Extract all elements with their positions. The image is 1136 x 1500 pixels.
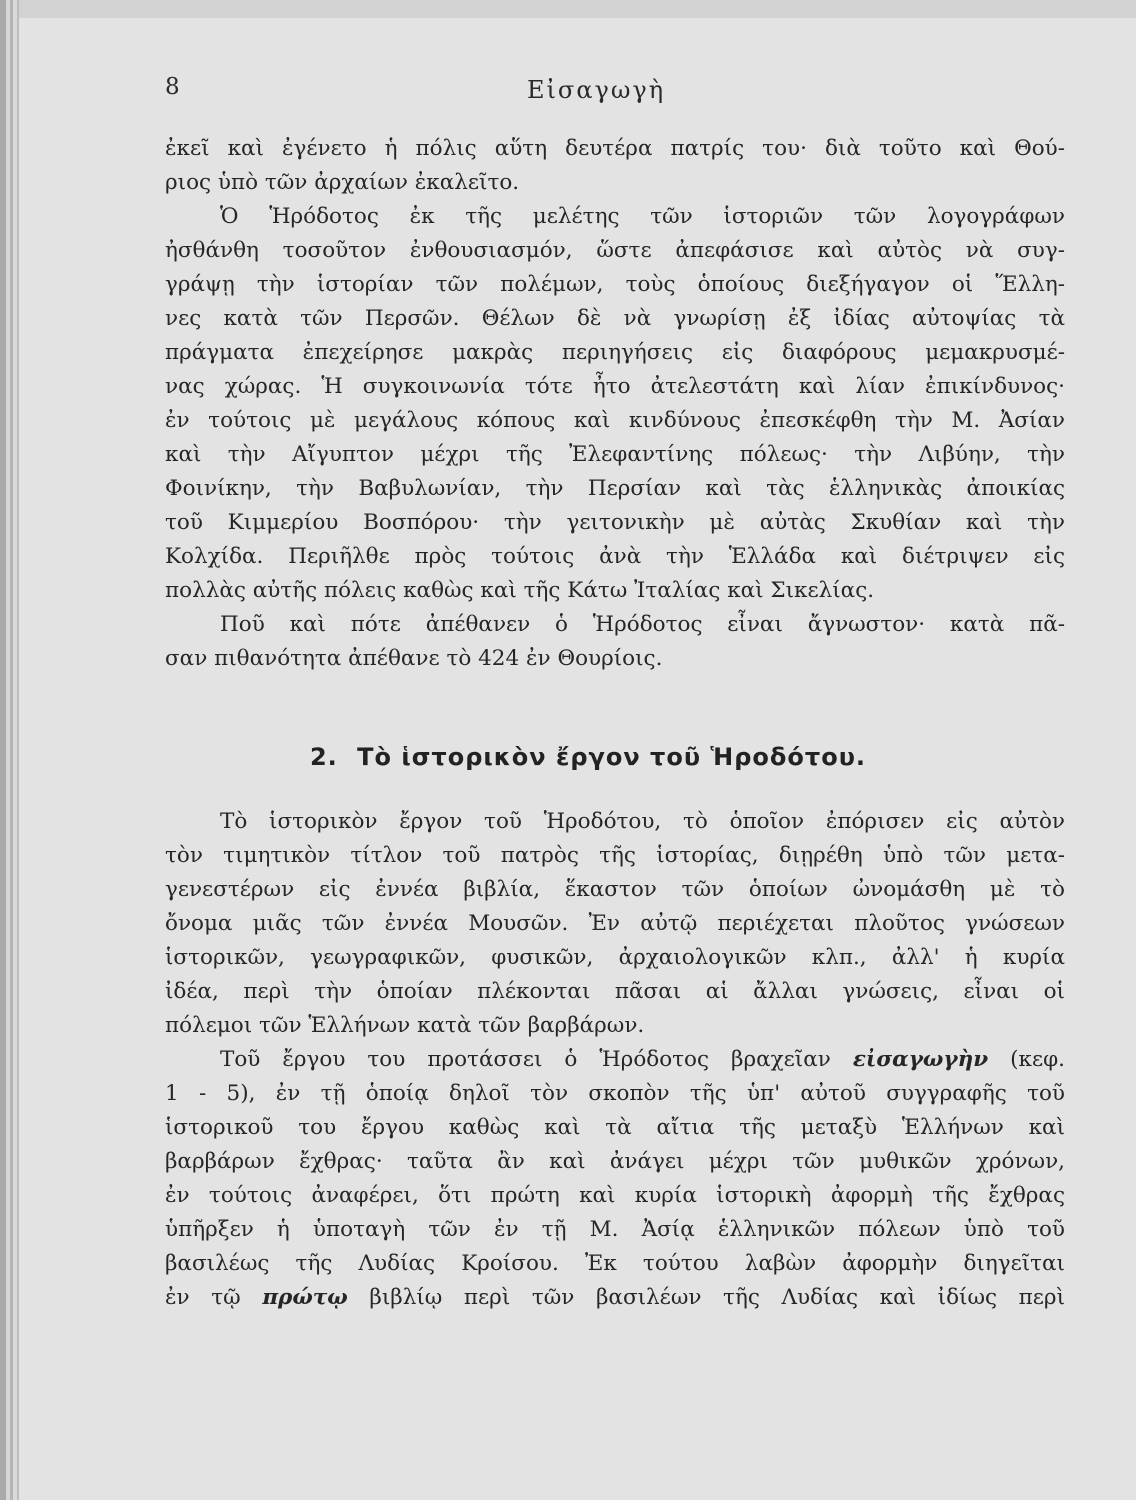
text-line: ὄνομα μιᾶς τῶν ἐννέα Μουσῶν. Ἐν αὐτῷ περιέχεται πλοῦτος γνώσεων (165, 911, 1065, 936)
page-top-shadow (0, 0, 1136, 18)
text-line: πράγματα ἐπεχείρησε μακρὰς περιηγήσεις εἰς διαφόρους μεμακρυσμέ- (165, 340, 1065, 365)
text-line: Τὸ ἱστορικὸν ἔργον τοῦ Ἡροδότου, τὸ ὁποῖον ἐπόρισεν εἰς αὐτὸν (220, 809, 1065, 834)
text-line: νες κατὰ τῶν Περσῶν. Θέλων δὲ νὰ γνωρίσῃ ἐξ ἰδίας αὐτοψίας τὰ (165, 306, 1065, 331)
text-fragment: βιβλίῳ περὶ τῶν βασιλέων τῆς Λυδίας καὶ ἰδίως περὶ (369, 1285, 1066, 1310)
text-line: ἱστορικοῦ του ἔργου καθὼς καὶ τὰ αἴτια τῆς μεταξὺ Ἑλλήνων καὶ (165, 1115, 1065, 1140)
section-heading (0, 743, 1136, 771)
text-line: σαν πιθανότητα ἀπέθανε τὸ 424 ἐν Θουρίοις. (165, 646, 663, 671)
emphasis-word: πρώτῳ (262, 1285, 348, 1310)
text-line: βασιλέως τῆς Λυδίας Κροίσου. Ἐκ τούτου λαβὼν ἀφορμὴν διηγεῖται (165, 1251, 1065, 1276)
section-title: Τὸ ἱστορικὸν ἔργον τοῦ Ἡροδότου. (357, 743, 867, 771)
text-line: τοῦ Κιμμερίου Βοσπόρου· τὴν γειτονικὴν μὲ αὐτὰς Σκυθίαν καὶ τὴν (165, 510, 1065, 535)
section-number: 2. (309, 743, 338, 771)
text-line: ἐκεῖ καὶ ἐγένετο ἡ πόλις αὕτη δευτέρα πατρίς του· διὰ τοῦτο καὶ Θού- (165, 136, 1065, 161)
text-line: ἐν τούτοις ἀναφέρει, ὅτι πρώτη καὶ κυρία ἱστορικὴ ἀφορμὴ τῆς ἔχθρας (165, 1183, 1065, 1208)
text-line: πόλεμοι τῶν Ἑλλήνων κατὰ τῶν βαρβάρων. (165, 1013, 645, 1038)
text-line: ριος ὑπὸ τῶν ἀρχαίων ἐκαλεῖτο. (165, 170, 520, 195)
text-line: Φοινίκην, τὴν Βαβυλωνίαν, τὴν Περσίαν καὶ τὰς ἑλληνικὰς ἀποικίας (165, 476, 1065, 501)
text-line: πολλὰς αὐτῆς πόλεις καθὼς καὶ τῆς Κάτω Ἰταλίας καὶ Σικελίας. (165, 578, 875, 603)
text-line: γράψῃ τὴν ἱστορίαν τῶν πολέμων, τοὺς ὁποίους διεξήγαγον οἱ Ἕλλη- (165, 272, 1065, 297)
text-line: βαρβάρων ἔχθρας· ταῦτα ἂν καὶ ἀνάγει μέχρι τῶν μυθικῶν χρόνων, (165, 1149, 1065, 1174)
text-line: Κολχίδα. Περιῆλθε πρὸς τούτοις ἀνὰ τὴν Ἑλλάδα καὶ διέτριψεν εἰς (165, 544, 1065, 569)
text-line: Ὁ Ἡρόδοτος ἐκ τῆς μελέτης τῶν ἱστοριῶν τῶν λογογράφων (220, 204, 1065, 229)
text-line: ὑπῆρξεν ἡ ὑποταγὴ τῶν ἐν τῇ Μ. Ἀσίᾳ ἑλληνικῶν πόλεων ὑπὸ τοῦ (165, 1217, 1065, 1242)
text-fragment: ἐν τῷ (165, 1285, 241, 1310)
text-line: Ποῦ καὶ πότε ἀπέθανεν ὁ Ἡρόδοτος εἶναι ἄγνωστον· κατὰ πᾶ- (220, 612, 1065, 637)
emphasis-word: εἰσαγωγὴν (852, 1047, 989, 1072)
text-line (165, 1281, 1065, 1315)
text-line: καὶ τὴν Αἴγυπτον μέχρι τῆς Ἐλεφαντίνης πόλεως· τὴν Λιβύην, τὴν (165, 442, 1065, 467)
text-line: νας χώρας. Ἡ συγκοινωνία τότε ἦτο ἀτελεστάτη καὶ λίαν ἐπικίνδυνος· (165, 374, 1065, 399)
text-line: γενεστέρων εἰς ἐννέα βιβλία, ἕκαστον τῶν ὁποίων ὠνομάσθη μὲ τὸ (165, 877, 1065, 902)
running-title: Εἰσαγωγὴ (527, 76, 666, 104)
text-fragment: Τοῦ ἔργου του προτάσσει ὁ Ἡρόδοτος βραχεῖαν (220, 1047, 831, 1072)
text-line (220, 1043, 1065, 1077)
page-header (0, 72, 1136, 112)
text-line: ἐν τούτοις μὲ μεγάλους κόπους καὶ κινδύνους ἐπεσκέφθη τὴν Μ. Ἀσίαν (165, 408, 1065, 433)
text-fragment: (κεφ. (1010, 1047, 1065, 1072)
text-line: τὸν τιμητικὸν τίτλον τοῦ πατρὸς τῆς ἱστορίας, διῃρέθη ὑπὸ τῶν μετα- (165, 843, 1065, 868)
page-number: 8 (165, 74, 180, 100)
text-line: ἰδέα, περὶ τὴν ὁποίαν πλέκονται πᾶσαι αἱ ἄλλαι γνώσεις, εἶναι οἱ (165, 979, 1065, 1004)
text-line: ἱστορικῶν, γεωγραφικῶν, φυσικῶν, ἀρχαιολογικῶν κλπ., ἀλλ' ἡ κυρία (165, 945, 1065, 970)
text-line: 1 - 5), ἐν τῇ ὁποίᾳ δηλοῖ τὸν σκοπὸν τῆς ὑπ' αὐτοῦ συγγραφῆς τοῦ (165, 1081, 1065, 1106)
text-line: ἠσθάνθη τοσοῦτον ἐνθουσιασμόν, ὥστε ἀπεφάσισε καὶ αὐτὸς νὰ συγ- (165, 238, 1065, 263)
